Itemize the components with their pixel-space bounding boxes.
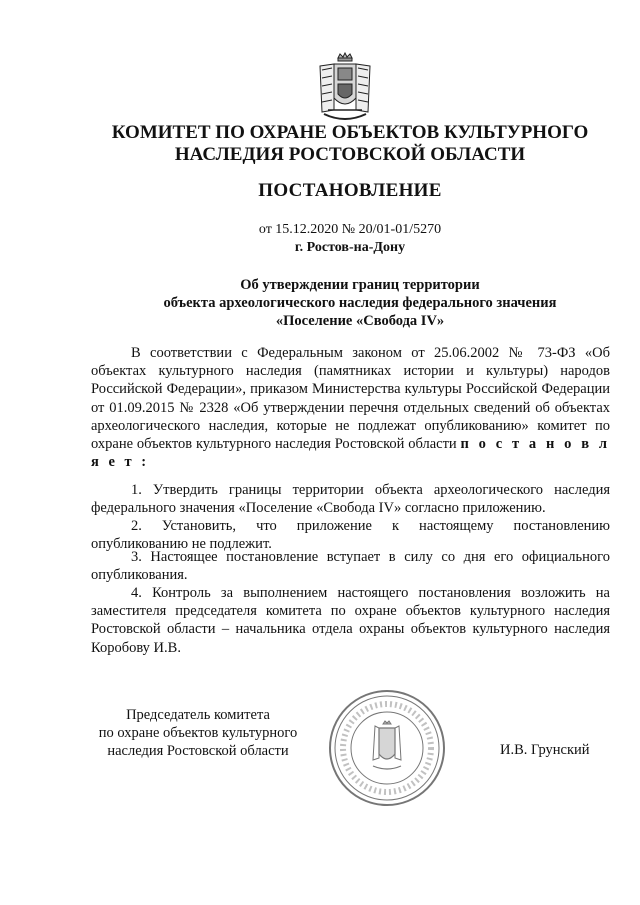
resolution-item-4: 4. Контроль за выполнением настоящего постановления возложить на заместителя председателя комитета по охране объектов культурного наследия Ростовской области – начальника отдела охраны объектов культурного наследия Коробову И.В. xyxy=(91,585,610,656)
signatory-position-line-1: Председатель комитета xyxy=(126,707,270,723)
resolution-item-3: 3. Настоящее постановление вступает в силу со дня его официального опубликования. xyxy=(91,549,610,584)
signatory-position-line-2: по охране объектов культурного xyxy=(98,725,298,741)
organization-title-line-2: НАСЛЕДИЯ РОСТОВСКОЙ ОБЛАСТИ xyxy=(174,144,526,165)
preamble-paragraph xyxy=(91,344,610,471)
document-city: г. Ростов-на-Дону xyxy=(294,240,406,255)
document-type: ПОСТАНОВЛЕНИЕ xyxy=(258,180,442,201)
resolution-item-2: 2. Установить, что приложение к настоящему постановлению опубликованию не подлежит. xyxy=(91,518,610,553)
subject-line-1: Об утверждении границ территории xyxy=(240,277,480,293)
subject-line-2: объекта археологического наследия федерального значения xyxy=(163,295,557,311)
signatory-name: И.В. Грунский xyxy=(500,742,590,758)
resolves-word: п о с т а н о в л я е т : xyxy=(91,436,611,471)
document-date-number: от 15.12.2020 № 20/01-01/5270 xyxy=(258,222,442,237)
official-seal-icon xyxy=(327,688,447,808)
organization-title-line-1: КОМИТЕТ ПО ОХРАНЕ ОБЪЕКТОВ КУЛЬТУРНОГО xyxy=(111,122,589,143)
subject-line-3: «Поселение «Свобода IV» xyxy=(275,313,445,329)
preamble-text: В соответствии с Федеральным законом от 25.06.2002 № 73-ФЗ «Об объектах культурного наследия (памятниках истории и культуры) народов Российской Федерации», приказом Министерства культуры Российской Федерации от 01.09.2015 № 2328 «Об утверждении перечня отдельных сведений об объектах археологического наследия, которые не подлежат опубликованию» комитет по охране объектов культурного наследия Ростовской области xyxy=(91,345,610,453)
resolution-item-1: 1. Утвердить границы территории объекта археологического наследия федерального значения «Поселение «Свобода IV» согласно приложению. xyxy=(91,482,610,517)
signatory-position-line-3: наследия Ростовской области xyxy=(107,743,289,759)
coat-of-arms-icon xyxy=(316,52,374,124)
signatory-position xyxy=(88,706,308,760)
